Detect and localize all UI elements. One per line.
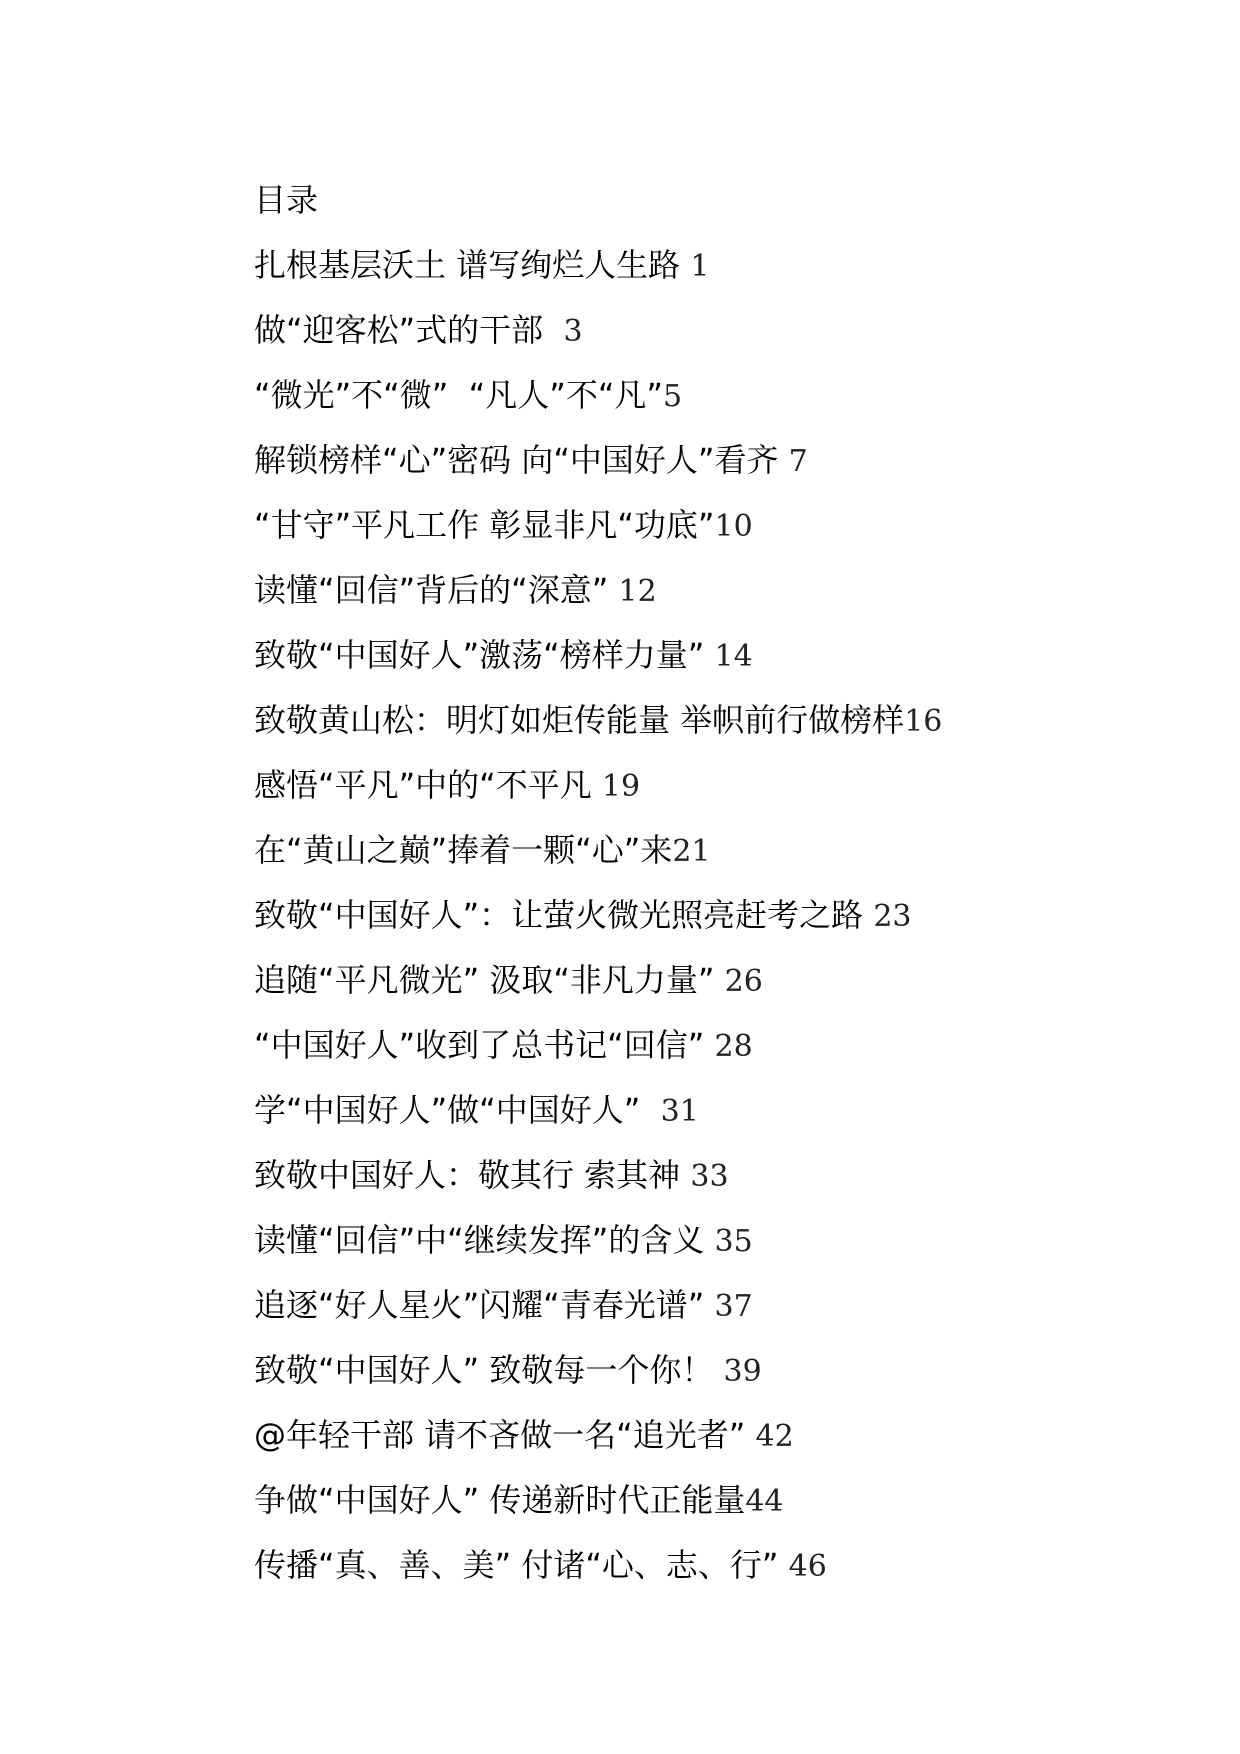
toc-entry-title: 争做“中国好人” 传递新时代正能量 <box>254 1481 746 1519</box>
toc-entry-page-number: 10 <box>714 509 753 544</box>
toc-entry-title: 致敬“中国好人” 致敬每一个你！ <box>254 1351 724 1389</box>
toc-entry[interactable] <box>254 233 1154 298</box>
toc-entry[interactable] <box>254 558 1154 623</box>
toc-entry[interactable] <box>254 688 1154 753</box>
toc-entry[interactable] <box>254 948 1154 1013</box>
toc-entry-title: “微光”不“微” “凡人”不“凡” <box>254 376 663 414</box>
toc-entry-page-number: 3 <box>563 314 583 349</box>
toc-list <box>254 233 1154 1598</box>
toc-entry-title: 在“黄山之巅”捧着一颗“心”来 <box>254 831 673 869</box>
toc-entry-title: 致敬“中国好人”：让萤火微光照亮赶考之路 <box>254 896 874 934</box>
toc-entry-title: 解锁榜样“心”密码 向“中国好人”看齐 <box>254 441 789 479</box>
toc-entry-page-number: 28 <box>714 1029 753 1064</box>
toc-entry-page-number: 1 <box>690 249 710 284</box>
table-of-contents <box>254 168 1154 1598</box>
toc-entry-title: 传播“真、善、美” 付诸“心、志、行” <box>254 1546 789 1584</box>
toc-entry-page-number: 5 <box>662 379 683 414</box>
toc-entry-title: 追随“平凡微光” 汲取“非凡力量” <box>254 961 725 999</box>
toc-entry[interactable] <box>254 1533 1154 1598</box>
toc-entry[interactable] <box>254 1468 1154 1533</box>
toc-entry[interactable] <box>254 818 1154 883</box>
toc-entry[interactable] <box>254 298 1154 363</box>
toc-entry-title: 读懂“回信”背后的“深意” <box>254 571 619 609</box>
toc-entry[interactable] <box>254 753 1154 818</box>
toc-entry-title: 致敬黄山松：明灯如炬传能量 举帜前行做榜样 <box>254 701 905 739</box>
toc-entry[interactable] <box>254 493 1154 558</box>
toc-entry-page-number: 26 <box>724 964 763 999</box>
toc-title: 目录 <box>254 181 319 219</box>
toc-entry-title: “甘守”平凡工作 彰显非凡“功底” <box>254 506 715 544</box>
toc-entry-page-number: 19 <box>601 769 641 804</box>
toc-entry-title: 扎根基层沃土 谱写绚烂人生路 <box>254 246 691 284</box>
toc-entry-page-number: 14 <box>714 639 753 674</box>
toc-entry-page-number: 7 <box>788 444 808 479</box>
toc-entry[interactable] <box>254 1013 1154 1078</box>
toc-entry-page-number: 42 <box>755 1419 794 1454</box>
toc-entry-page-number: 23 <box>873 899 912 934</box>
toc-entry-page-number: 35 <box>714 1224 753 1259</box>
toc-entry[interactable] <box>254 883 1154 948</box>
toc-entry-title: 读懂“回信”中“继续发挥”的含义 <box>254 1221 715 1259</box>
toc-entry-title: 追逐“好人星火”闪耀“青春光谱” <box>254 1286 715 1324</box>
toc-entry[interactable] <box>254 1273 1154 1338</box>
toc-entry-title: 学“中国好人”做“中国好人” <box>254 1091 661 1129</box>
toc-entry[interactable] <box>254 428 1154 493</box>
toc-entry[interactable] <box>254 1143 1154 1208</box>
toc-entry-page-number: 16 <box>904 704 943 739</box>
toc-entry-title: “中国好人”收到了总书记“回信” <box>254 1026 715 1064</box>
toc-entry-title: @年轻干部 请不吝做一名“追光者” <box>254 1416 756 1454</box>
toc-entry-page-number: 31 <box>660 1094 699 1129</box>
toc-entry-title: 感悟“平凡”中的“不平凡 <box>254 766 602 804</box>
toc-entry[interactable] <box>254 1338 1154 1403</box>
toc-entry-page-number: 33 <box>690 1159 729 1194</box>
toc-entry-page-number: 21 <box>672 834 711 869</box>
toc-entry[interactable] <box>254 1208 1154 1273</box>
toc-entry[interactable] <box>254 1078 1154 1143</box>
toc-entry[interactable] <box>254 1403 1154 1468</box>
toc-entry-title: 做“迎客松”式的干部 <box>254 311 564 349</box>
toc-entry-title: 致敬“中国好人”激荡“榜样力量” <box>254 636 715 674</box>
toc-entry-page-number: 46 <box>788 1549 827 1584</box>
toc-entry[interactable] <box>254 623 1154 688</box>
toc-entry-page-number: 12 <box>618 574 657 609</box>
toc-entry-title: 致敬中国好人：敬其行 索其神 <box>254 1156 691 1194</box>
toc-entry-page-number: 37 <box>714 1289 753 1324</box>
toc-entry-page-number: 44 <box>745 1484 784 1519</box>
toc-entry[interactable] <box>254 363 1154 428</box>
toc-entry-page-number: 39 <box>723 1354 762 1389</box>
